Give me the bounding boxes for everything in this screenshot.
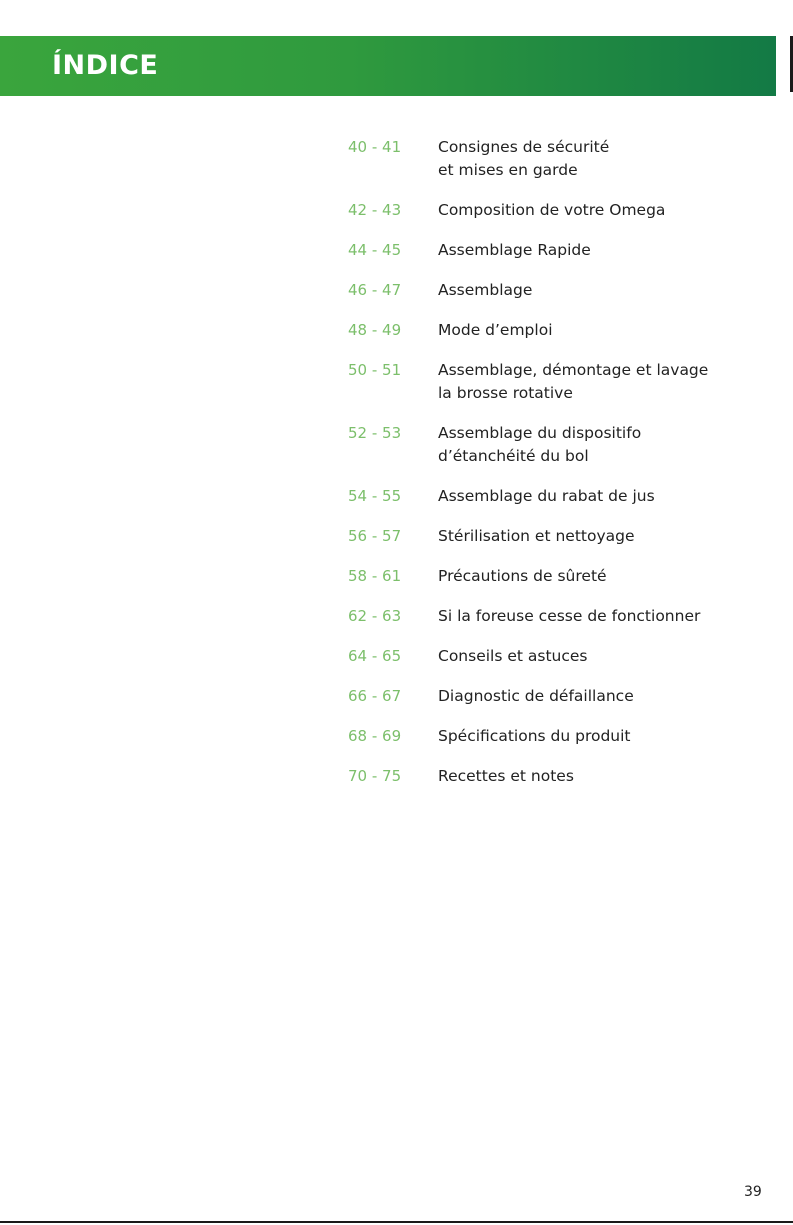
toc-entry[interactable] <box>348 525 748 548</box>
toc-page-range: 68 - 69 <box>348 727 402 745</box>
toc-entry[interactable] <box>348 685 748 708</box>
toc-page-range: 48 - 49 <box>348 321 402 339</box>
toc-page-range: 42 - 43 <box>348 201 402 219</box>
toc-entry[interactable] <box>348 199 748 222</box>
toc-page-range: 56 - 57 <box>348 527 402 545</box>
toc-page-range: 50 - 51 <box>348 361 402 379</box>
toc-page-range: 66 - 67 <box>348 687 402 705</box>
toc-title: Recettes et notes <box>438 767 574 785</box>
toc-title: Composition de votre Omega <box>438 201 666 219</box>
toc-entry[interactable] <box>348 359 748 405</box>
toc-entry[interactable] <box>348 485 748 508</box>
toc-title: Assemblage du dispositifo d’étanchéité du bol <box>438 424 642 465</box>
toc-title: Mode d’emploi <box>438 321 553 339</box>
toc-entry[interactable] <box>348 239 748 262</box>
toc-page-range: 70 - 75 <box>348 767 402 785</box>
bottom-rule <box>0 1221 793 1223</box>
toc-entry[interactable] <box>348 422 748 468</box>
toc-title: Consignes de sécurité et mises en garde <box>438 138 610 179</box>
toc-page-range: 52 - 53 <box>348 424 402 442</box>
toc-title: Assemblage Rapide <box>438 241 591 259</box>
toc-title: Assemblage du rabat de jus <box>438 487 655 505</box>
toc-entry[interactable] <box>348 725 748 748</box>
header-bar <box>0 36 776 96</box>
table-of-contents <box>348 136 748 805</box>
toc-page-range: 44 - 45 <box>348 241 402 259</box>
toc-title: Assemblage, démontage et lavage la brosse rotative <box>438 361 709 402</box>
toc-page-range: 62 - 63 <box>348 607 402 625</box>
toc-title: Assemblage <box>438 281 533 299</box>
toc-entry[interactable] <box>348 279 748 302</box>
toc-entry[interactable] <box>348 765 748 788</box>
toc-page-range: 46 - 47 <box>348 281 402 299</box>
toc-title: Spécifications du produit <box>438 727 631 745</box>
toc-entry[interactable] <box>348 319 748 342</box>
toc-page-range: 40 - 41 <box>348 138 402 156</box>
page-title: ÍNDICE <box>52 50 159 81</box>
toc-title: Précautions de sûreté <box>438 567 607 585</box>
toc-entry[interactable] <box>348 136 748 182</box>
toc-entry[interactable] <box>348 565 748 588</box>
page-number: 39 <box>744 1184 762 1200</box>
toc-title: Si la foreuse cesse de fonctionner <box>438 607 701 625</box>
toc-title: Diagnostic de défaillance <box>438 687 634 705</box>
toc-entry[interactable] <box>348 605 748 628</box>
toc-entry[interactable] <box>348 645 748 668</box>
toc-title: Stérilisation et nettoyage <box>438 527 635 545</box>
toc-title: Conseils et astuces <box>438 647 588 665</box>
toc-page-range: 54 - 55 <box>348 487 402 505</box>
toc-page-range: 58 - 61 <box>348 567 402 585</box>
toc-page-range: 64 - 65 <box>348 647 402 665</box>
